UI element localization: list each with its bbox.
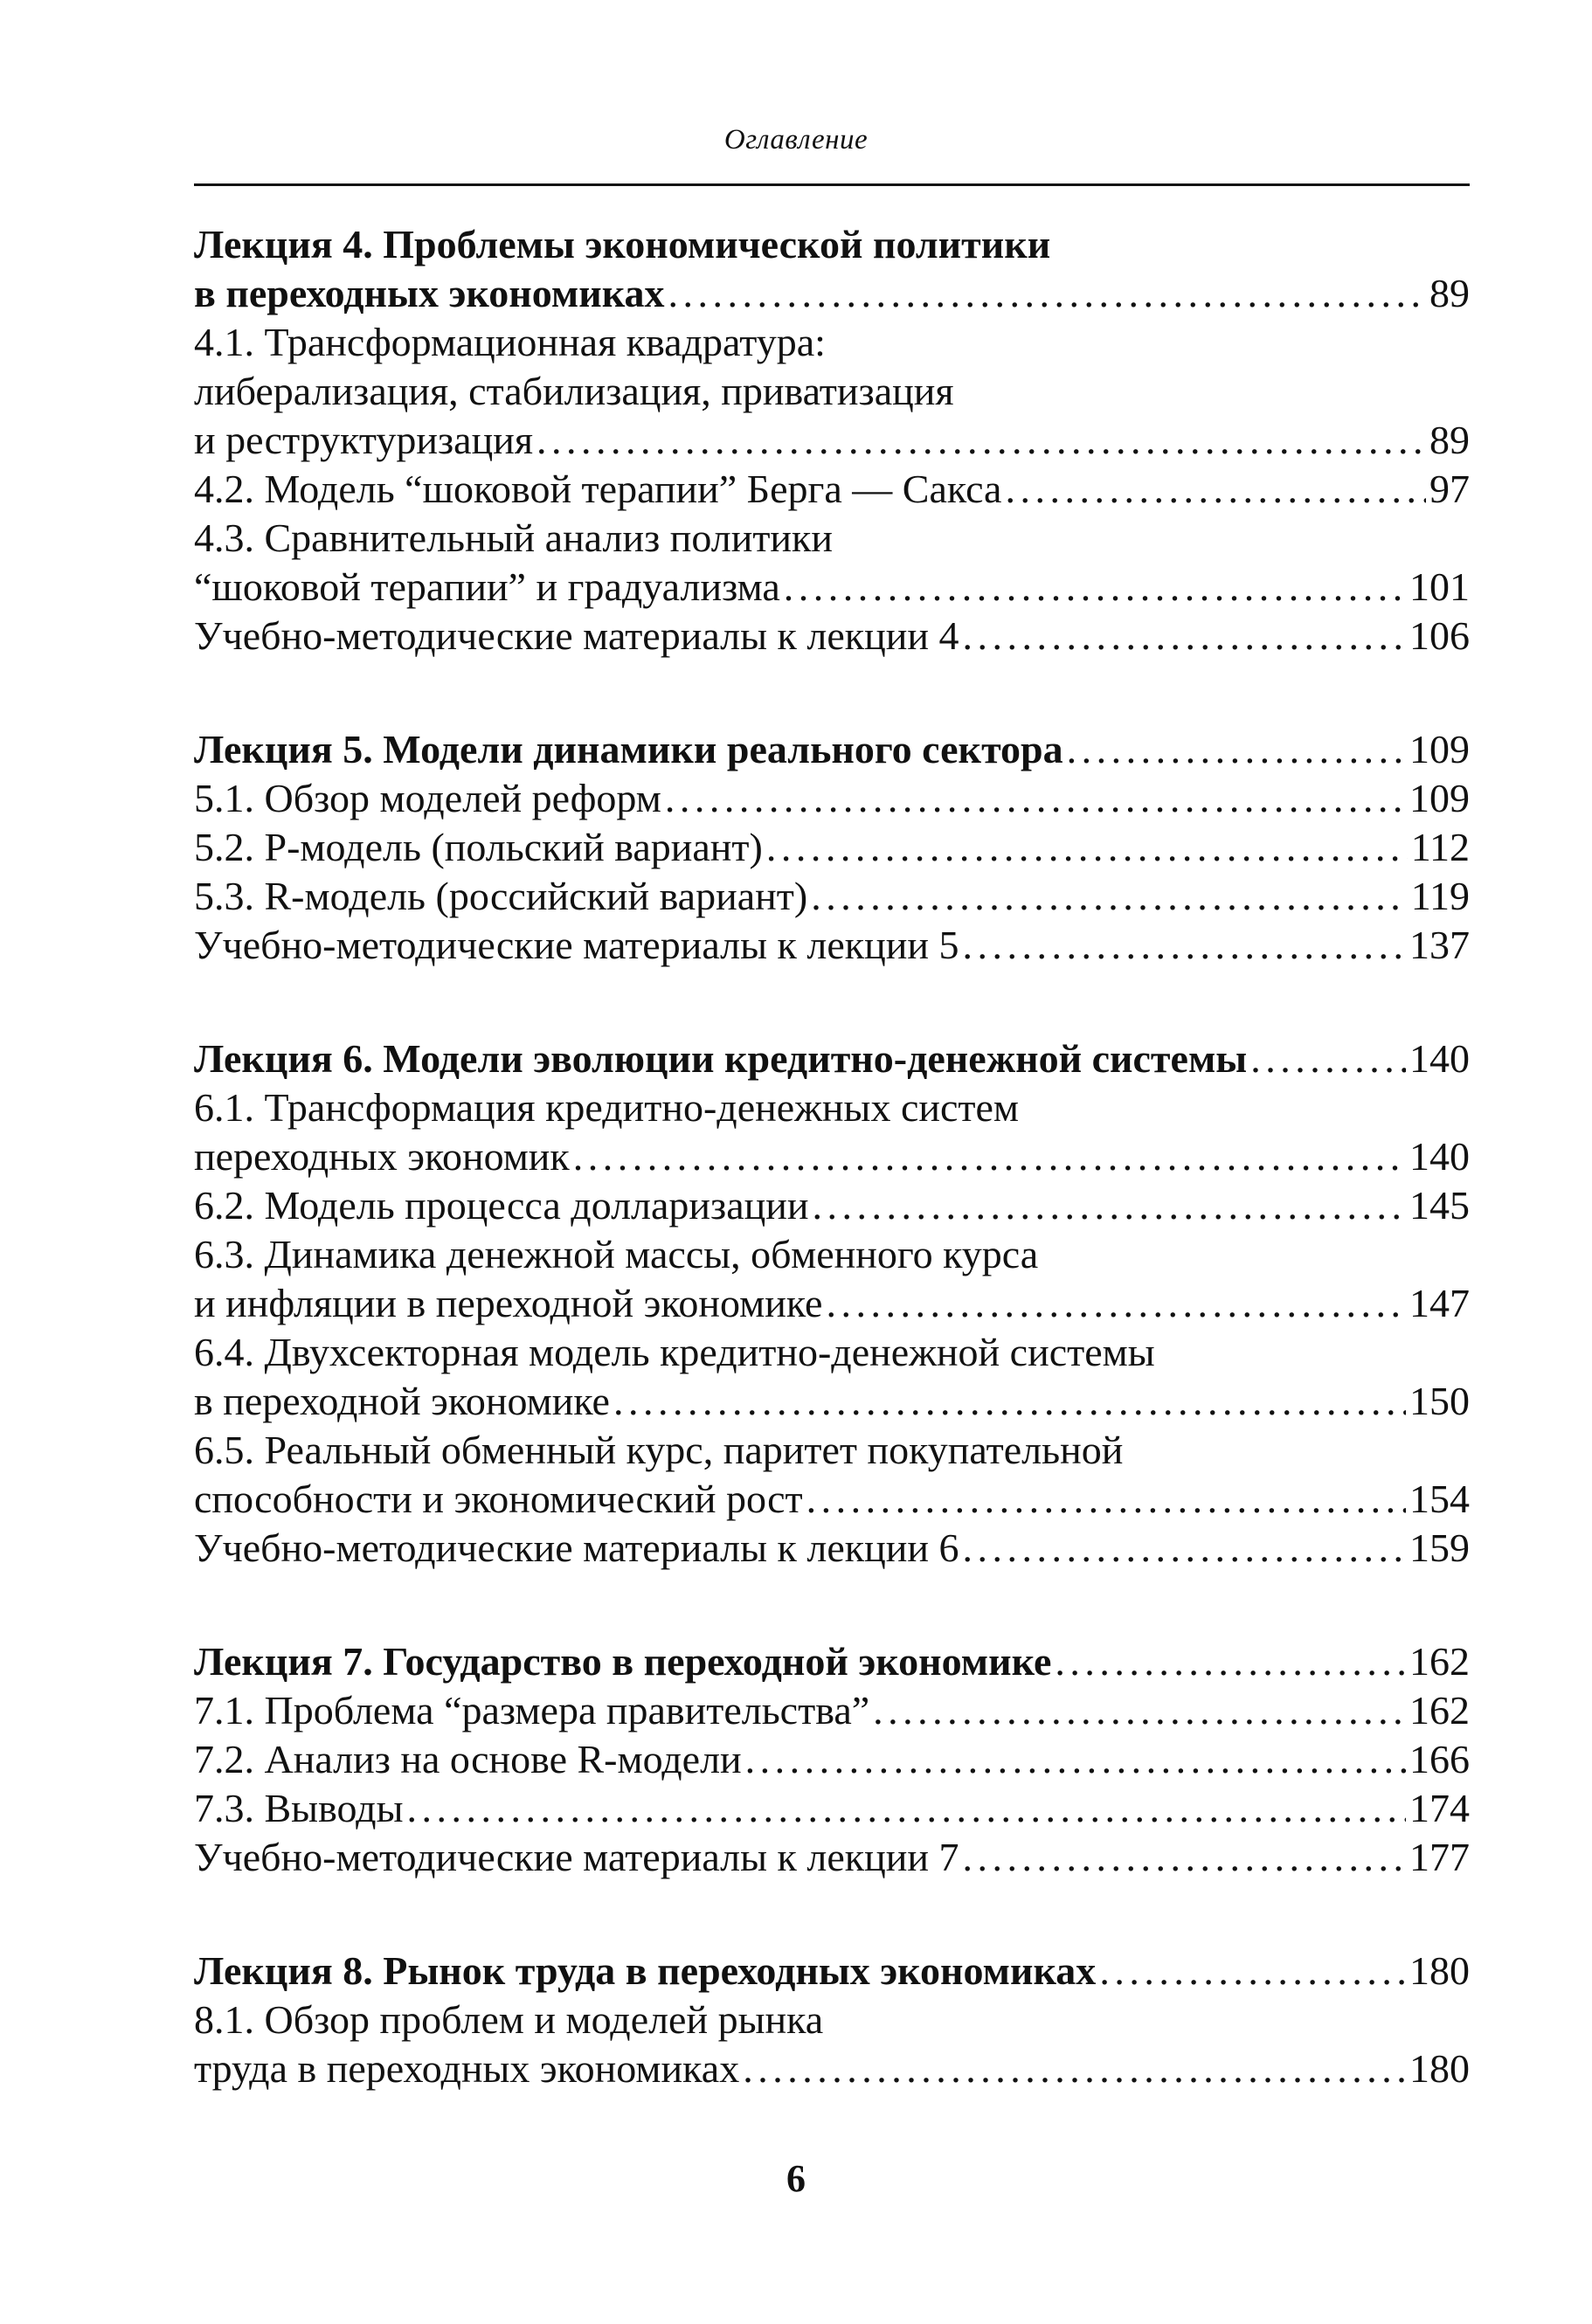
- dot-leader: [743, 2044, 1406, 2093]
- dot-leader: [1005, 465, 1426, 514]
- toc-entry-line: 4.1. Трансформационная квадратура:: [194, 320, 826, 364]
- toc-entry-title: Учебно-методические материалы к лекции 5: [194, 923, 959, 967]
- toc-entry[interactable]: [194, 318, 1470, 465]
- toc-page-number: 150: [1409, 1379, 1470, 1423]
- toc-entry-title: труда в переходных экономиках: [194, 2046, 740, 2091]
- toc-entry[interactable]: [194, 1328, 1470, 1426]
- toc-entry-row: [194, 1524, 1470, 1573]
- toc-page-number: 140: [1409, 1134, 1470, 1179]
- lecture-title-line: Лекция 4. Проблемы экономической политики: [194, 222, 1051, 266]
- lecture-title: Лекция 5. Модели динамики реального сектора: [194, 727, 1063, 771]
- dot-leader: [766, 823, 1408, 872]
- dot-leader: [1099, 1947, 1406, 1995]
- toc-entry[interactable]: [194, 1833, 1470, 1882]
- toc-page-number: 101: [1409, 564, 1470, 609]
- toc-page-number: 154: [1409, 1477, 1470, 1521]
- lecture-title: Лекция 7. Государство в переходной экономике: [194, 1639, 1052, 1684]
- dot-leader: [1067, 725, 1406, 774]
- dot-leader: [573, 1132, 1406, 1181]
- toc-entry[interactable]: [194, 1426, 1470, 1524]
- toc-entry[interactable]: [194, 612, 1470, 661]
- toc-page-number: 174: [1409, 1786, 1470, 1830]
- dot-leader: [962, 921, 1406, 970]
- toc-entry-row: [194, 872, 1470, 921]
- toc-entry[interactable]: [194, 465, 1470, 514]
- dot-leader: [784, 563, 1406, 612]
- lecture-title: Лекция 6. Модели эволюции кредитно-денежной системы: [194, 1036, 1248, 1081]
- dot-leader: [962, 1833, 1406, 1882]
- dot-leader: [1055, 1637, 1406, 1686]
- toc-entry-line: 6.3. Динамика денежной массы, обменного курса: [194, 1232, 1039, 1276]
- lecture-heading[interactable]: [194, 1034, 1470, 1083]
- lecture-page-number: 89: [1429, 271, 1470, 315]
- lecture-heading[interactable]: [194, 1637, 1470, 1686]
- toc-entry-title: способности и экономический рост: [194, 1477, 803, 1521]
- toc-entry-row: [194, 1181, 1470, 1230]
- toc-entry-line: 8.1. Обзор проблем и моделей рынка: [194, 1997, 824, 2042]
- toc-entry[interactable]: [194, 1995, 1470, 2093]
- toc-page-number: 147: [1409, 1281, 1470, 1325]
- toc-entry-title: 7.3. Выводы: [194, 1786, 404, 1830]
- toc-entry-row: [194, 774, 1470, 823]
- toc-page-number: 177: [1409, 1835, 1470, 1879]
- toc-entry-line: 4.3. Сравнительный анализ политики: [194, 515, 834, 560]
- dot-leader: [962, 612, 1406, 661]
- lecture-title: в переходных экономиках: [194, 271, 665, 315]
- toc-entry[interactable]: [194, 1686, 1470, 1735]
- dot-leader: [406, 1784, 1406, 1833]
- toc-entry-title: Учебно-методические материалы к лекции 7: [194, 1835, 959, 1879]
- toc-entry-title: 7.1. Проблема “размера правительства”: [194, 1688, 870, 1733]
- toc-entry-row: [194, 1833, 1470, 1882]
- toc-entry-row: [194, 1784, 1470, 1833]
- toc-page-number: 106: [1409, 613, 1470, 658]
- lecture-title-row: [194, 269, 1470, 318]
- toc-entry-title: 5.1. Обзор моделей реформ: [194, 776, 661, 820]
- dot-leader: [1250, 1034, 1406, 1083]
- running-head: Оглавление: [723, 124, 869, 156]
- toc-entry-row: [194, 416, 1470, 465]
- toc-entry[interactable]: [194, 1230, 1470, 1328]
- lecture-page-number: 140: [1409, 1036, 1470, 1081]
- toc-entry[interactable]: [194, 1784, 1470, 1833]
- toc-entry-title: 5.2. P-модель (польский вариант): [194, 825, 763, 869]
- lecture-group: [194, 220, 1470, 661]
- toc-entry-row: [194, 2044, 1470, 2093]
- toc-entry-row: [194, 921, 1470, 970]
- toc-entry-row: [194, 465, 1470, 514]
- dot-leader: [806, 1475, 1406, 1524]
- toc-page-number: 166: [1409, 1737, 1470, 1781]
- toc-page-number: 137: [1409, 923, 1470, 967]
- dot-leader: [745, 1735, 1406, 1784]
- lecture-page-number: 162: [1409, 1639, 1470, 1684]
- toc-entry[interactable]: [194, 872, 1470, 921]
- toc-page-number: 162: [1409, 1688, 1470, 1733]
- toc-entry-row: [194, 1279, 1470, 1328]
- toc-entry-title: Учебно-методические материалы к лекции 4: [194, 613, 959, 658]
- dot-leader: [962, 1524, 1406, 1573]
- toc-entry[interactable]: [194, 1181, 1470, 1230]
- lecture-title-row: [194, 725, 1470, 774]
- dot-leader: [613, 1377, 1406, 1426]
- table-of-contents: [194, 220, 1470, 2158]
- page-number: 6: [786, 2157, 806, 2200]
- toc-page-number: 159: [1409, 1525, 1470, 1570]
- toc-entry[interactable]: [194, 823, 1470, 872]
- toc-page-number: 145: [1409, 1183, 1470, 1228]
- toc-page-number: 109: [1409, 776, 1470, 820]
- toc-entry-title: в переходной экономике: [194, 1379, 610, 1423]
- toc-page-number: 97: [1429, 467, 1470, 511]
- lecture-group: [194, 1034, 1470, 1573]
- toc-page-number: 180: [1409, 2046, 1470, 2091]
- lecture-heading[interactable]: [194, 220, 1470, 318]
- toc-entry-title: 4.2. Модель “шоковой терапии” Берга — Сакса: [194, 467, 1002, 511]
- dot-leader: [536, 416, 1426, 465]
- dot-leader: [665, 774, 1406, 823]
- toc-entry-title: 6.2. Модель процесса долларизации: [194, 1183, 809, 1228]
- dot-leader: [668, 269, 1426, 318]
- lecture-group: [194, 1637, 1470, 1882]
- lecture-title-row: [194, 1034, 1470, 1083]
- lecture-page-number: 109: [1409, 727, 1470, 771]
- toc-entry[interactable]: [194, 774, 1470, 823]
- toc-entry-title: 5.3. R-модель (российский вариант): [194, 874, 808, 918]
- toc-entry-title: и реструктуризация: [194, 418, 533, 462]
- lecture-heading[interactable]: [194, 1947, 1470, 1995]
- toc-entry-row: [194, 1475, 1470, 1524]
- lecture-group: [194, 725, 1470, 970]
- toc-entry-row: [194, 563, 1470, 612]
- dot-leader: [811, 872, 1408, 921]
- dot-leader: [873, 1686, 1406, 1735]
- toc-entry[interactable]: [194, 514, 1470, 612]
- header-rule: [194, 183, 1470, 186]
- lecture-title-row: [194, 1947, 1470, 1995]
- toc-page-number: 112: [1410, 825, 1470, 869]
- toc-entry-row: [194, 1686, 1470, 1735]
- toc-entry-row: [194, 823, 1470, 872]
- toc-entry-title: “шоковой терапии” и градуализма: [194, 564, 780, 609]
- dot-leader: [812, 1181, 1406, 1230]
- lecture-heading[interactable]: [194, 725, 1470, 774]
- lecture-group: [194, 1947, 1470, 2093]
- toc-page-number: 89: [1429, 418, 1470, 462]
- toc-entry-row: [194, 612, 1470, 661]
- toc-entry[interactable]: [194, 1083, 1470, 1181]
- toc-entry-row: [194, 1377, 1470, 1426]
- toc-entry-title: переходных экономик: [194, 1134, 570, 1179]
- toc-entry[interactable]: [194, 1735, 1470, 1784]
- toc-entry-line: 6.4. Двухсекторная модель кредитно-денежной системы: [194, 1330, 1155, 1374]
- toc-entry[interactable]: [194, 1524, 1470, 1573]
- toc-entry-row: [194, 1735, 1470, 1784]
- dot-leader: [826, 1279, 1406, 1328]
- toc-entry-title: и инфляции в переходной экономике: [194, 1281, 823, 1325]
- lecture-title-row: [194, 1637, 1470, 1686]
- toc-entry-line: либерализация, стабилизация, приватизация: [194, 369, 954, 413]
- toc-entry-row: [194, 1132, 1470, 1181]
- lecture-page-number: 180: [1409, 1948, 1470, 1993]
- toc-entry-line: 6.5. Реальный обменный курс, паритет покупательной: [194, 1428, 1124, 1472]
- toc-entry-title: 7.2. Анализ на основе R-модели: [194, 1737, 742, 1781]
- toc-entry[interactable]: [194, 921, 1470, 970]
- toc-page-number: 119: [1410, 874, 1470, 918]
- toc-entry-title: Учебно-методические материалы к лекции 6: [194, 1525, 959, 1570]
- lecture-title: Лекция 8. Рынок труда в переходных экономиках: [194, 1948, 1097, 1993]
- toc-entry-line: 6.1. Трансформация кредитно-денежных систем: [194, 1085, 1020, 1130]
